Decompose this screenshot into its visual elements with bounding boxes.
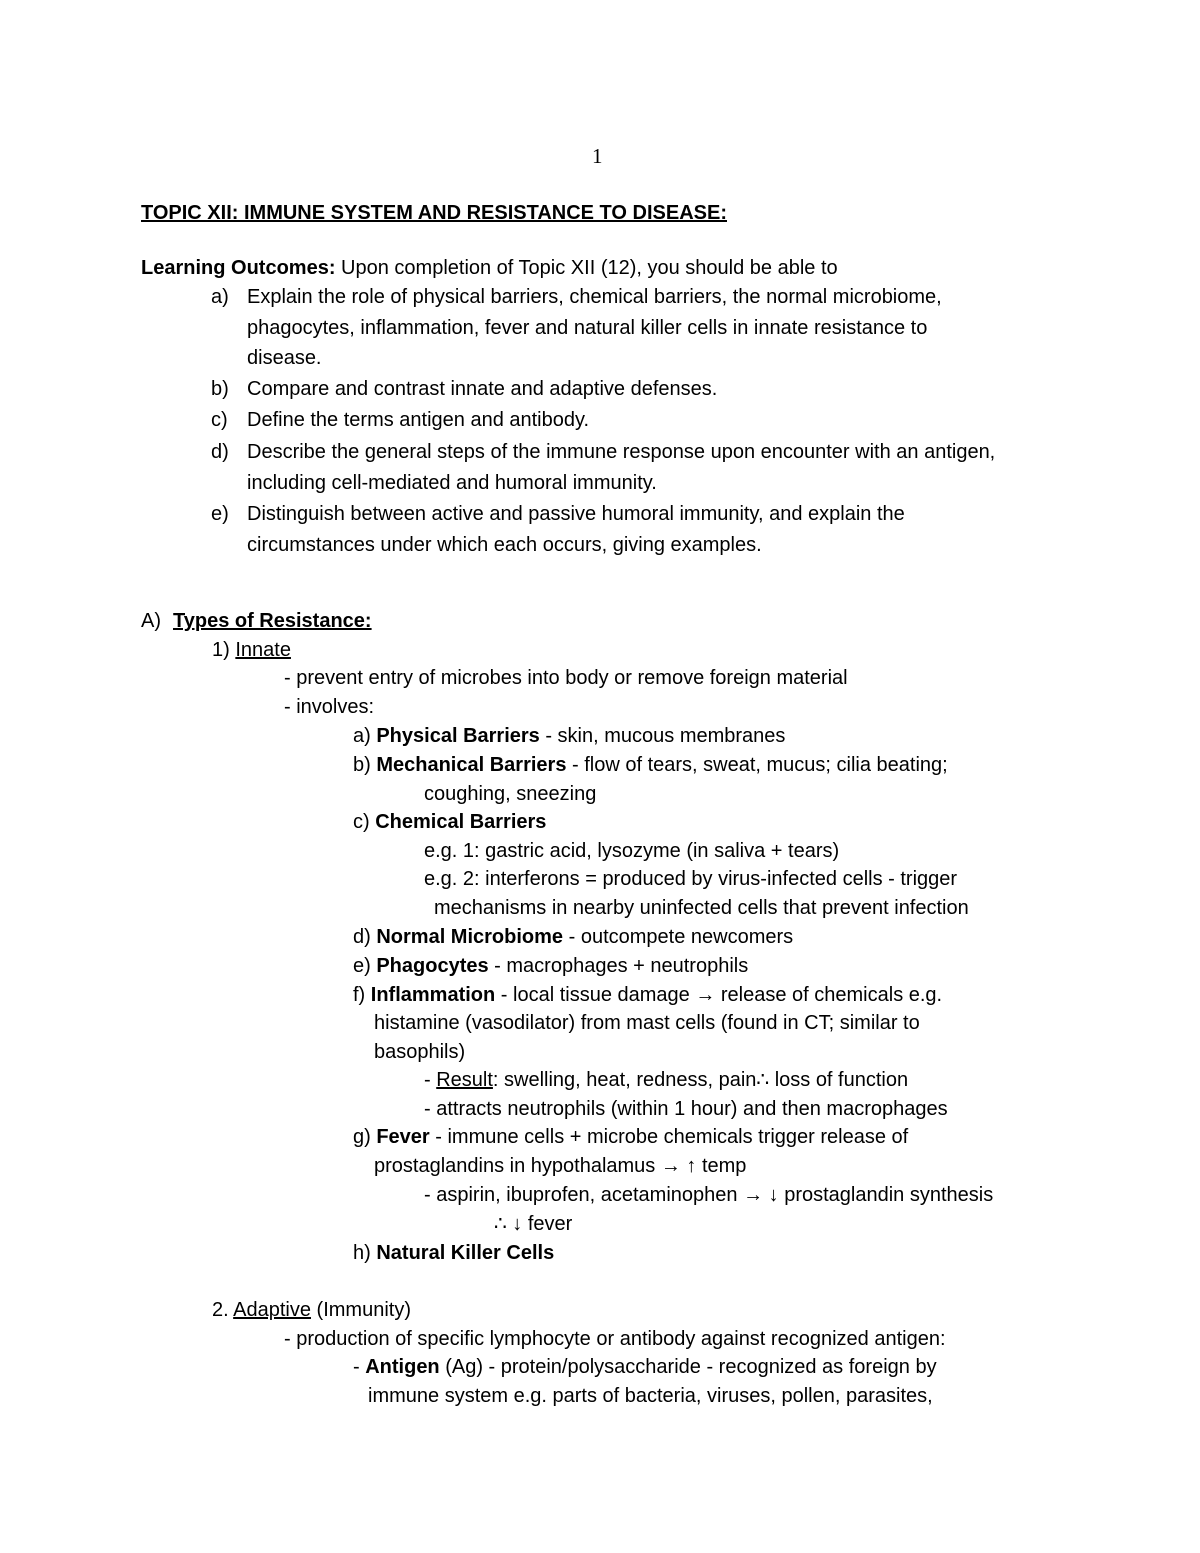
section-a-heading: Types of Resistance: xyxy=(173,610,372,632)
innate-item-f-cont-1: histamine (vasodilator) from mast cells (found in CT; similar to xyxy=(374,1012,920,1034)
outcome-c-line-1: Define the terms antigen and antibody. xyxy=(247,409,590,431)
outcome-e-line-1: Distinguish between active and passive humoral immunity, and explain the xyxy=(247,503,905,525)
innate-item-c-eg1: e.g. 1: gastric acid, lysozyme (in saliva + tears) xyxy=(424,840,840,862)
innate-item-b: b) Mechanical Barriers - flow of tears, sweat, mucus; cilia beating; xyxy=(353,754,948,776)
outcome-d-marker: d) xyxy=(211,441,229,463)
innate-item-a: a) Physical Barriers - skin, mucous membranes xyxy=(353,725,786,747)
innate-item-f-cont-2: basophils) xyxy=(374,1041,466,1063)
innate-item-g: g) Fever - immune cells + microbe chemicals trigger release of xyxy=(353,1126,909,1148)
innate-item-e: e) Phagocytes - macrophages + neutrophils xyxy=(353,955,749,977)
page-number: 1 xyxy=(592,144,603,168)
innate-item-g-cont: prostaglandins in hypothalamus → ↑ temp xyxy=(374,1155,747,1177)
outcome-b-line-1: Compare and contrast innate and adaptive defenses. xyxy=(247,378,718,400)
innate-point-1: - prevent entry of microbes into body or remove foreign material xyxy=(284,667,848,689)
outcome-a-line-1: Explain the role of physical barriers, chemical barriers, the normal microbiome, xyxy=(247,286,942,308)
innate-item-f: f) Inflammation - local tissue damage → release of chemicals e.g. xyxy=(353,984,943,1006)
outcome-a-line-3: disease. xyxy=(247,347,322,369)
adaptive-antigen-cont: immune system e.g. parts of bacteria, viruses, pollen, parasites, xyxy=(368,1385,933,1407)
innate-item-c: c) Chemical Barriers xyxy=(353,811,547,833)
learning-outcomes-intro: Learning Outcomes: Upon completion of Topic XII (12), you should be able to xyxy=(141,257,838,279)
outcome-e-line-2: circumstances under which each occurs, giving examples. xyxy=(247,534,762,556)
innate-item-h: h) Natural Killer Cells xyxy=(353,1242,555,1264)
innate-item-g-result: ∴ ↓ fever xyxy=(494,1213,573,1235)
innate-item-f-result: - Result: swelling, heat, redness, pain∴ loss of function xyxy=(424,1069,909,1091)
page-title: TOPIC XII: IMMUNE SYSTEM AND RESISTANCE TO DISEASE: xyxy=(141,202,727,224)
outcome-a-line-2: phagocytes, inflammation, fever and natural killer cells in innate resistance to xyxy=(247,317,928,339)
innate-item-c-eg2-cont: mechanisms in nearby uninfected cells that prevent infection xyxy=(434,897,969,919)
innate-item-c-eg2: e.g. 2: interferons = produced by virus-infected cells - trigger xyxy=(424,868,958,890)
innate-heading: 1) Innate xyxy=(212,639,291,661)
adaptive-point-1: - production of specific lymphocyte or antibody against recognized antigen: xyxy=(284,1328,946,1350)
innate-item-f-attracts: - attracts neutrophils (within 1 hour) and then macrophages xyxy=(424,1098,948,1120)
adaptive-antigen: - Antigen (Ag) - protein/polysaccharide - recognized as foreign by xyxy=(353,1356,937,1378)
innate-item-g-drugs: - aspirin, ibuprofen, acetaminophen → ↓ prostaglandin synthesis xyxy=(424,1184,994,1206)
innate-item-b-cont: coughing, sneezing xyxy=(424,783,597,805)
innate-point-2: - involves: xyxy=(284,696,375,718)
outcome-d-line-1: Describe the general steps of the immune response upon encounter with an antigen, xyxy=(247,441,996,463)
outcome-c-marker: c) xyxy=(211,409,228,431)
outcome-d-line-2: including cell-mediated and humoral immunity. xyxy=(247,472,657,494)
adaptive-heading: 2. Adaptive (Immunity) xyxy=(212,1299,411,1321)
section-a-marker: A) xyxy=(141,610,161,632)
outcome-e-marker: e) xyxy=(211,503,229,525)
outcome-b-marker: b) xyxy=(211,378,229,400)
outcome-a-marker: a) xyxy=(211,286,229,308)
innate-item-d: d) Normal Microbiome - outcompete newcomers xyxy=(353,926,794,948)
